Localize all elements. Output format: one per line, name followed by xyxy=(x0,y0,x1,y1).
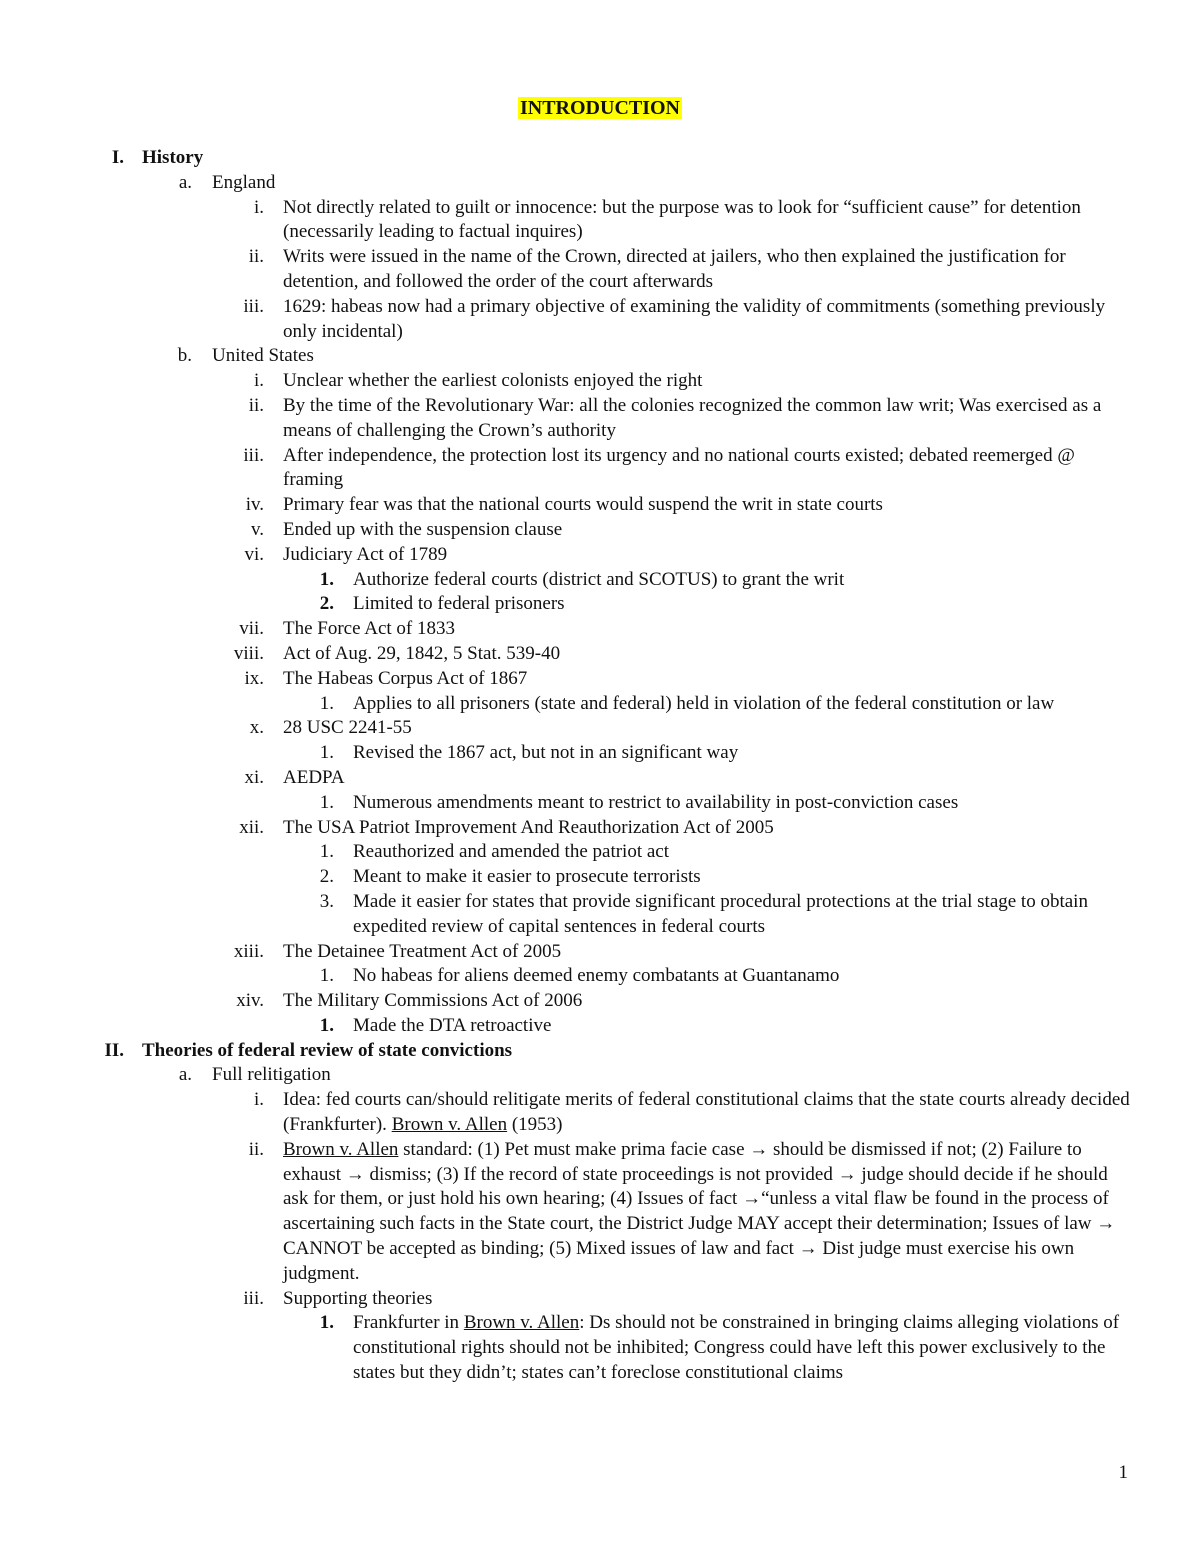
outline-item-text: The USA Patriot Improvement And Reauthorization Act of 2005 xyxy=(283,816,774,838)
outline-item-number: 2. xyxy=(319,593,334,615)
outline-item xyxy=(0,1088,1200,1138)
outline-item xyxy=(0,890,1200,940)
outline-item-text: United States xyxy=(212,345,314,367)
outline-item-number: 1. xyxy=(319,1312,334,1334)
outline-item-text: England xyxy=(212,171,276,193)
outline-item-number: 1. xyxy=(319,1014,334,1036)
outline-item xyxy=(0,940,1200,965)
outline-item xyxy=(0,741,1200,766)
outline-item-text: Primary fear was that the national courts would suspend the writ in state courts xyxy=(283,494,883,516)
outline-item-text: Applies to all prisoners (state and federal) held in violation of the federal constitution or law xyxy=(353,692,1055,714)
text-segment: (1953) xyxy=(507,1114,563,1136)
outline-item-text xyxy=(283,1138,1134,1287)
outline-item-text: 1629: habeas now had a primary objective of examining the validity of commitments (something previously only incidental) xyxy=(283,295,1106,342)
outline-item-number: viii. xyxy=(233,642,264,664)
outline-item xyxy=(0,196,1200,246)
outline-item-number: i. xyxy=(253,196,264,218)
outline-item xyxy=(0,840,1200,865)
outline-item-number: II. xyxy=(104,1039,124,1061)
outline-item xyxy=(0,667,1200,692)
outline-item xyxy=(0,1039,1200,1064)
outline-item-number: ii. xyxy=(248,394,264,416)
outline-item-number: 1. xyxy=(319,841,334,863)
outline-item-number: a. xyxy=(178,1064,192,1086)
outline-item-text: 28 USC 2241-55 xyxy=(283,717,412,739)
outline-item-number: xiii. xyxy=(233,940,264,962)
outline-item xyxy=(0,518,1200,543)
outline-item-number: iii. xyxy=(243,1287,264,1309)
outline-item-number: xi. xyxy=(244,766,264,788)
outline-item xyxy=(0,493,1200,518)
outline-list xyxy=(0,146,1200,1386)
outline-item-text xyxy=(353,1311,1134,1385)
outline-item-number: vii. xyxy=(239,618,264,640)
outline-item-text: Judiciary Act of 1789 xyxy=(283,543,448,565)
text-segment: : Ds should not be constrained in bringing claims alleging violations of constitutional rights should not be inhibited; Congress could have left this power exclusively to the states but they didn’t; states can’t foreclose constitutional claims xyxy=(353,1312,1120,1384)
outline-item-text: By the time of the Revolutionary War: all the colonies recognized the common law writ; Was exercised as a means of challenging the Crown’s authority xyxy=(283,394,1102,441)
outline-item-text: Numerous amendments meant to restrict to availability in post-conviction cases xyxy=(353,791,959,813)
outline-item xyxy=(0,344,1200,369)
outline-item-number: i. xyxy=(253,370,264,392)
outline-item-text: Unclear whether the earliest colonists enjoyed the right xyxy=(283,370,703,392)
outline-item-number: xiv. xyxy=(236,990,264,1012)
outline-item-number: 1. xyxy=(319,742,334,764)
outline-item-text: No habeas for aliens deemed enemy combatants at Guantanamo xyxy=(353,965,840,987)
outline-item-number: 2. xyxy=(319,866,334,888)
outline-item-number: vi. xyxy=(244,543,264,565)
outline-item xyxy=(0,1063,1200,1088)
outline-item-number: 1. xyxy=(319,791,334,813)
outline-item-number: xii. xyxy=(239,816,264,838)
case-citation: Brown v. Allen xyxy=(463,1312,580,1334)
outline-item xyxy=(0,592,1200,617)
outline-item-number: b. xyxy=(177,345,192,367)
outline-item xyxy=(0,816,1200,841)
outline-item-text: The Detainee Treatment Act of 2005 xyxy=(283,940,562,962)
outline-item xyxy=(0,964,1200,989)
outline-item-number: a. xyxy=(178,171,192,193)
outline-item xyxy=(0,617,1200,642)
outline-item-text: The Habeas Corpus Act of 1867 xyxy=(283,667,528,689)
outline-item-text: Authorize federal courts (district and SCOTUS) to grant the writ xyxy=(353,568,845,590)
case-citation: Brown v. Allen xyxy=(283,1138,399,1160)
outline-item xyxy=(0,989,1200,1014)
outline-item-text: History xyxy=(142,147,204,168)
outline-item-text: Meant to make it easier to prosecute terrorists xyxy=(353,866,701,888)
outline-item-text xyxy=(283,1088,1134,1138)
outline-item-number: 1. xyxy=(319,692,334,714)
outline-item-number: x. xyxy=(249,717,264,739)
outline-item-text: Reauthorized and amended the patriot act xyxy=(353,841,670,863)
outline-item-number: ii. xyxy=(248,246,264,268)
outline-item xyxy=(0,245,1200,295)
outline-item-text: Limited to federal prisoners xyxy=(353,593,565,615)
outline-item-number: ix. xyxy=(244,667,264,689)
outline-item xyxy=(0,1287,1200,1312)
outline-item xyxy=(0,146,1200,171)
outline-item-number: ii. xyxy=(248,1138,264,1160)
outline-item xyxy=(0,444,1200,494)
text-segment: Frankfurter in xyxy=(353,1312,464,1334)
outline-item-text: Revised the 1867 act, but not in an significant way xyxy=(353,742,739,764)
outline-item-number: iv. xyxy=(245,494,264,516)
outline-item-text: After independence, the protection lost its urgency and no national courts existed; debated reemerged @ framing xyxy=(283,444,1075,491)
outline-item-number: iii. xyxy=(243,444,264,466)
outline-item-number: iii. xyxy=(243,295,264,317)
outline-item-text: Supporting theories xyxy=(283,1287,433,1309)
outline-item xyxy=(0,369,1200,394)
outline-item-text: The Military Commissions Act of 2006 xyxy=(283,990,583,1012)
outline-item-text: The Force Act of 1833 xyxy=(283,618,456,640)
outline-item xyxy=(0,1138,1200,1287)
case-citation: Brown v. Allen xyxy=(391,1114,508,1136)
outline-item-text: Act of Aug. 29, 1842, 5 Stat. 539-40 xyxy=(283,642,561,664)
outline-item-text: Writs were issued in the name of the Crown, directed at jailers, who then explained the justification for detention, and followed the order of the court afterwards xyxy=(283,246,1066,292)
outline-item-number: 1. xyxy=(319,568,334,590)
page-title-highlight: INTRODUCTION xyxy=(519,97,681,119)
text-segment: Idea: fed courts can/should relitigate merits of federal constitutional claims that the state courts already decided (Frankfurter). xyxy=(283,1089,1130,1136)
outline-item-text: Full relitigation xyxy=(212,1064,331,1086)
outline-item xyxy=(0,295,1200,345)
outline-item-text: AEDPA xyxy=(283,766,345,788)
page-number: 1 xyxy=(1118,1462,1128,1483)
page-title xyxy=(0,94,1200,122)
outline-item xyxy=(0,865,1200,890)
outline-item-text: Theories of federal review of state convictions xyxy=(142,1039,513,1061)
outline-item xyxy=(0,1311,1200,1385)
outline-item-number: I. xyxy=(111,147,124,168)
outline-item-text: Ended up with the suspension clause xyxy=(283,518,563,540)
outline-item-text: Made the DTA retroactive xyxy=(353,1014,552,1036)
outline-item-text: Not directly related to guilt or innocence: but the purpose was to look for “sufficient cause” for detention (necessarily leading to factual inquires) xyxy=(283,196,1081,243)
outline-item xyxy=(0,692,1200,717)
outline-item xyxy=(0,568,1200,593)
outline-item xyxy=(0,171,1200,196)
outline-item-text: Made it easier for states that provide significant procedural protections at the trial stage to obtain expedited review of capital sentences in federal courts xyxy=(353,890,1088,937)
outline-item-number: 3. xyxy=(319,890,334,912)
outline-item xyxy=(0,642,1200,667)
outline-item xyxy=(0,394,1200,444)
outline-item-number: v. xyxy=(250,518,264,540)
outline-item xyxy=(0,543,1200,568)
outline-item xyxy=(0,1014,1200,1039)
outline-item xyxy=(0,766,1200,791)
outline-item xyxy=(0,716,1200,741)
outline-item-number: i. xyxy=(253,1089,264,1111)
text-segment: standard: (1) Pet must make prima facie case → should be dismissed if not; (2) Failure to exhaust → dismiss; (3) If the record of state proceedings is not provided → judge should decide if he should ask for them, or just hold his own hearing; (4) Issues of fact →“unless a vital flaw be found in the process of ascertaining such facts in the State court, the District Judge MAY accept their determination; Issues of law → CANNOT be accepted as binding; (5) Mixed issues of law and fact → Dist judge must exercise his own judgment. xyxy=(283,1138,1116,1284)
outline-item-number: 1. xyxy=(319,965,334,987)
outline-item xyxy=(0,791,1200,816)
